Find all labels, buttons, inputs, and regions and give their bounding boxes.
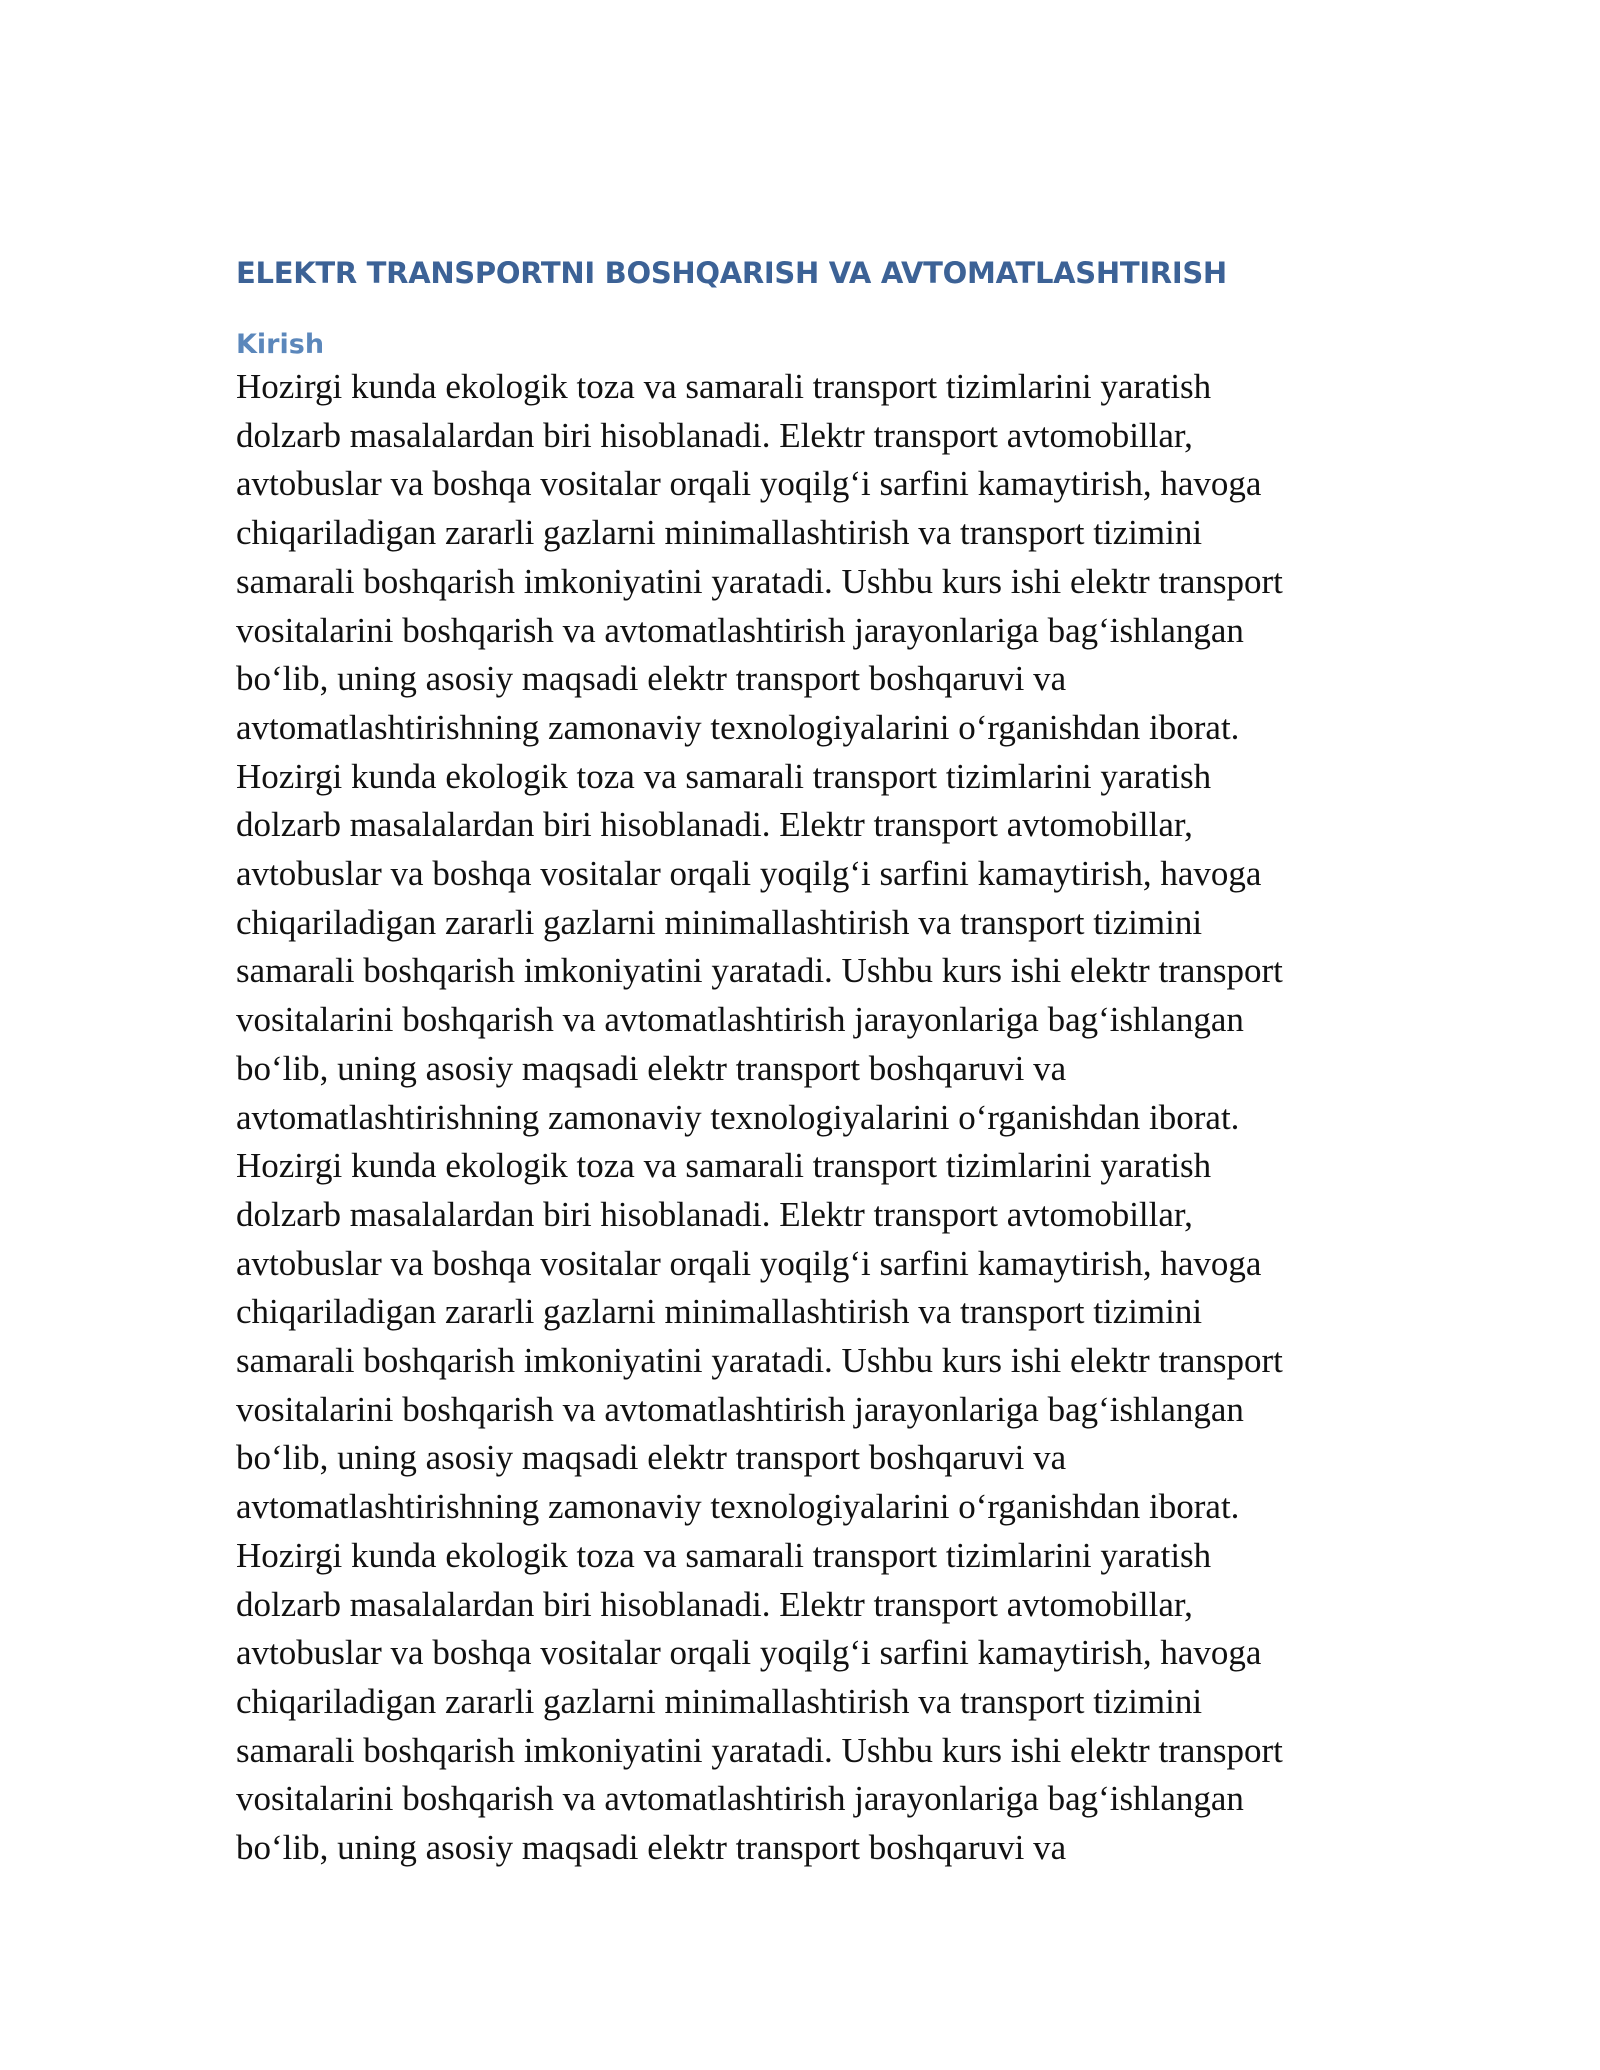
text-line: avtobuslar va boshqa vositalar orqali yoqilg‘i sarfini kamaytirish, havoga <box>236 1633 1262 1673</box>
text-line: Hozirgi kunda ekologik toza va samarali transport tizimlarini yaratish <box>236 1535 1212 1575</box>
text-line: dolzarb masalalardan biri hisoblanadi. Elektr transport avtomobillar, <box>236 805 1193 845</box>
text-line: chiqariladigan zararli gazlarni minimallashtirish va transport tizimini <box>236 902 1203 942</box>
text-line: chiqariladigan zararli gazlarni minimallashtirish va transport tizimini <box>236 1681 1203 1721</box>
text-line: bo‘lib, uning asosiy maqsadi elektr transport boshqaruvi va <box>236 1438 1067 1478</box>
text-line: bo‘lib, uning asosiy maqsadi elektr transport boshqaruvi va <box>236 659 1067 699</box>
section-heading: Kirish <box>236 329 325 360</box>
text-line: vositalarini boshqarish va avtomatlashtirish jarayonlariga bag‘ishlangan <box>236 1389 1244 1429</box>
text-line: dolzarb masalalardan biri hisoblanadi. Elektr transport avtomobillar, <box>236 1584 1193 1624</box>
text-line: dolzarb masalalardan biri hisoblanadi. Elektr transport avtomobillar, <box>236 415 1193 455</box>
text-line: avtomatlashtirishning zamonaviy texnologiyalarini o‘rganishdan iborat. <box>236 707 1240 747</box>
text-line: samarali boshqarish imkoniyatini yaratadi. Ushbu kurs ishi elektr transport <box>236 561 1283 601</box>
text-line: Hozirgi kunda ekologik toza va samarali transport tizimlarini yaratish <box>236 1146 1212 1186</box>
document-content <box>236 253 1386 1873</box>
document-title: ELEKTR TRANSPORTNI BOSHQARISH VA AVTOMATLASHTIRISH <box>236 256 1227 290</box>
text-line: samarali boshqarish imkoniyatini yaratadi. Ushbu kurs ishi elektr transport <box>236 951 1283 991</box>
text-line: avtobuslar va boshqa vositalar orqali yoqilg‘i sarfini kamaytirish, havoga <box>236 1243 1262 1283</box>
text-line: avtomatlashtirishning zamonaviy texnologiyalarini o‘rganishdan iborat. <box>236 1097 1240 1137</box>
text-line: vositalarini boshqarish va avtomatlashtirish jarayonlariga bag‘ishlangan <box>236 610 1244 650</box>
text-line: avtomatlashtirishning zamonaviy texnologiyalarini o‘rganishdan iborat. <box>236 1487 1240 1527</box>
text-line: vositalarini boshqarish va avtomatlashtirish jarayonlariga bag‘ishlangan <box>236 1779 1244 1819</box>
text-line: Hozirgi kunda ekologik toza va samarali transport tizimlarini yaratish <box>236 756 1212 796</box>
text-line: avtobuslar va boshqa vositalar orqali yoqilg‘i sarfini kamaytirish, havoga <box>236 464 1262 504</box>
text-line: chiqariladigan zararli gazlarni minimallashtirish va transport tizimini <box>236 513 1203 553</box>
text-line: samarali boshqarish imkoniyatini yaratadi. Ushbu kurs ishi elektr transport <box>236 1341 1283 1381</box>
text-line: avtobuslar va boshqa vositalar orqali yoqilg‘i sarfini kamaytirish, havoga <box>236 854 1262 894</box>
text-line: bo‘lib, uning asosiy maqsadi elektr transport boshqaruvi va <box>236 1048 1067 1088</box>
text-line: bo‘lib, uning asosiy maqsadi elektr transport boshqaruvi va <box>236 1828 1067 1868</box>
text-line: vositalarini boshqarish va avtomatlashtirish jarayonlariga bag‘ishlangan <box>236 1000 1244 1040</box>
body-paragraph <box>236 363 1386 1873</box>
text-line: Hozirgi kunda ekologik toza va samarali transport tizimlarini yaratish <box>236 367 1212 406</box>
text-line: dolzarb masalalardan biri hisoblanadi. Elektr transport avtomobillar, <box>236 1194 1193 1234</box>
text-line: samarali boshqarish imkoniyatini yaratadi. Ushbu kurs ishi elektr transport <box>236 1730 1283 1770</box>
text-line: chiqariladigan zararli gazlarni minimallashtirish va transport tizimini <box>236 1292 1203 1332</box>
